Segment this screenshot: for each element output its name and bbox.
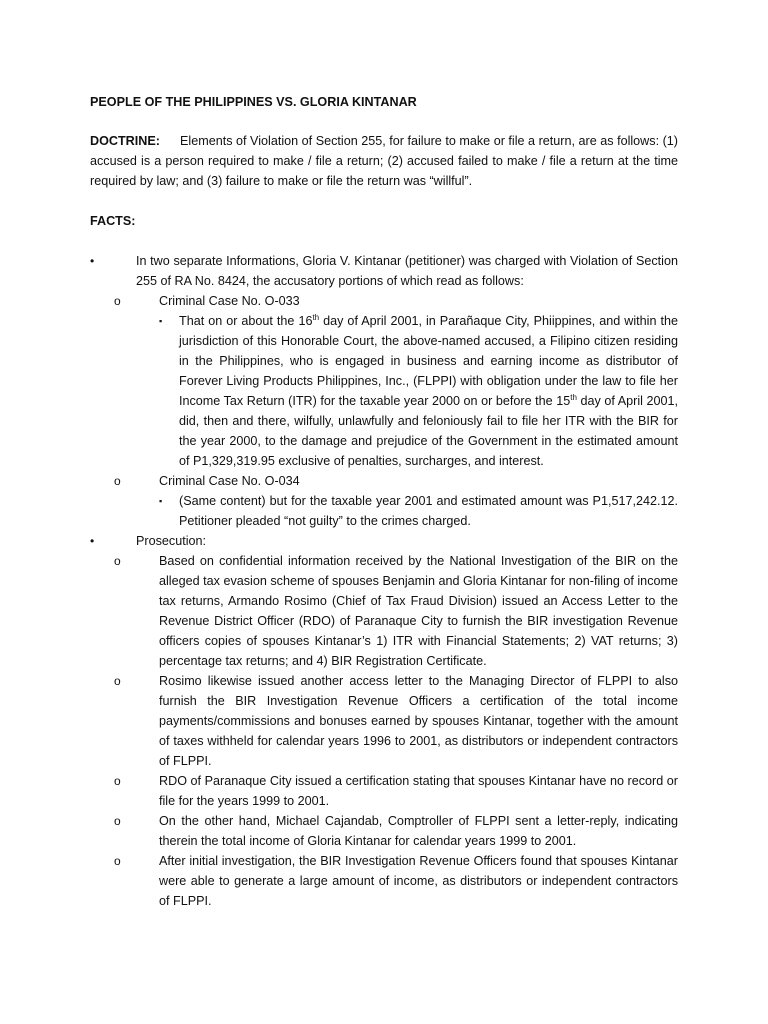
prosecution-points	[90, 551, 678, 911]
circle-bullet-icon: o	[114, 854, 121, 868]
circle-bullet-icon: o	[114, 474, 121, 488]
prosecution-list	[90, 531, 678, 551]
bullet-icon: •	[90, 534, 95, 548]
case-o034-detail-text: (Same content) but for the taxable year 2001 and estimated amount was P1,517,242.12. Petitioner pleaded “not guilty” to the crimes charged.	[179, 494, 678, 528]
case-o033-detail-text: That on or about the 16th day of April 2001, in Parañaque City, Phiippines, and within the jurisdiction of this Honorable Court, the above-named accused, a Filipino citizen residing in the Philippines, who is engaged in business and earning income as distributor of Forever Living Products Philippines, Inc., (FLPPI) with obligation under the law to file her Income Tax Return (ITR) for the taxable year 2000 on or before the 15th day of April 2001, did, then and there, wilfully, unlawfully and feloniously fail to file her ITR with the BIR for the year 2000, to the damage and prejudice of the Government in the estimated amount of P1,329,319.95 exclusive of penalties, surcharges, and interest.	[179, 312, 679, 468]
case-o033	[114, 291, 678, 311]
prosecution-point-text: After initial investigation, the BIR Investigation Revenue Officers found that spouses Kintanar were able to generate a large amount of income, as distributors or independent contractors of FLPPI.	[159, 854, 678, 908]
prosecution-point-text: Based on confidential information received by the National Investigation of the BIR on the alleged tax evasion scheme of spouses Benjamin and Gloria Kintanar for non-filing of income tax returns, Armando Rosimo (Chief of Tax Fraud Division) issued an Access Letter to the Revenue District Officer (RDO) of Paranaque City to furnish the BIR investigation Revenue officers copies of spouses Kintanar’s 1) ITR with Financial Statements; 2) VAT returns; 3) percentage tax returns; and 4) BIR Registration Certificate.	[159, 554, 678, 668]
circle-bullet-icon: o	[114, 294, 121, 308]
circle-bullet-icon: o	[114, 774, 121, 788]
bullet-icon: •	[90, 254, 95, 268]
facts-list	[90, 251, 678, 291]
prosecution-point	[114, 811, 678, 851]
case-title-o034: Criminal Case No. O-034	[159, 474, 300, 488]
circle-bullet-icon: o	[114, 674, 121, 688]
case-o034	[114, 471, 678, 491]
case-o033-detail	[159, 311, 678, 471]
case-title: PEOPLE OF THE PHILIPPINES VS. GLORIA KINTANAR	[90, 95, 417, 109]
prosecution-point-text: RDO of Paranaque City issued a certification stating that spouses Kintanar have no record or file for the years 1999 to 2001.	[159, 774, 678, 808]
prosecution-point-text: On the other hand, Michael Cajandab, Comptroller of FLPPI sent a letter-reply, indicating therein the total income of Gloria Kintanar for calendar years 1999 to 2001.	[159, 814, 678, 848]
facts-item-informations	[90, 251, 678, 291]
prosecution-point	[114, 851, 678, 911]
doctrine-text: Elements of Violation of Section 255, for failure to make or file a return, are as follows: (1) accused is a person required to make / file a return; (2) accused failed to make / file a return at the time required by law; and (3) failure to make or file the return was “willful”.	[90, 134, 678, 188]
circle-bullet-icon: o	[114, 814, 121, 828]
doctrine-label: DOCTRINE:	[90, 134, 160, 148]
case-title-o033: Criminal Case No. O-033	[159, 294, 300, 308]
prosecution-point-text: Rosimo likewise issued another access letter to the Managing Director of FLPPI to also furnish the BIR Investigation Revenue Officers a certification of the total income payments/commissions and bonuses earned by spouses Kintanar, together with the amount of taxes withheld for calendar years 1996 to 2001, as distributors or independent contractors of FLPPI.	[159, 674, 678, 768]
square-bullet-icon: ▪	[159, 316, 163, 326]
circle-bullet-icon: o	[114, 554, 121, 568]
prosecution-point	[114, 551, 678, 671]
square-bullet-icon: ▪	[159, 496, 163, 506]
prosecution-label: Prosecution:	[136, 534, 207, 548]
facts-label: FACTS:	[90, 214, 136, 228]
case-o034-detail	[159, 491, 678, 531]
facts-item-text: In two separate Informations, Gloria V. Kintanar (petitioner) was charged with Violation of Section 255 of RA No. 8424, the accusatory portions of which read as follows:	[136, 254, 678, 288]
prosecution-point	[114, 671, 678, 771]
prosecution-point	[114, 771, 678, 811]
cases-list	[90, 291, 678, 531]
doctrine-paragraph	[90, 131, 678, 191]
facts-item-prosecution	[90, 531, 678, 551]
